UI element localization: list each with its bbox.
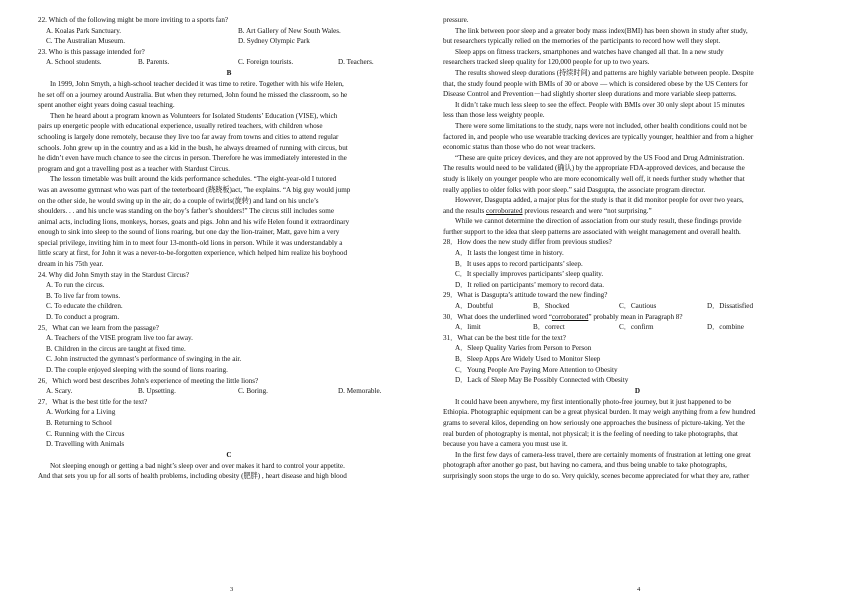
paragraph-line: economic status than those who do not wear trackers.: [443, 143, 596, 152]
option: C. Foreign tourists.: [238, 58, 294, 67]
paragraph-line: However, Dasgupta added, a major plus for the study is that it did monitor people for over two years,: [455, 196, 744, 205]
option: A. Koalas Park Sanctuary.: [46, 26, 122, 35]
paragraph-line: In the first few days of camera-less travel, there are certainly moments of frustration at letting one great: [455, 450, 751, 459]
question-25: 25．What can we learn from the passage?: [38, 323, 159, 332]
option: A. Teachers of the VISE program live too far away.: [46, 334, 193, 343]
option: B. Upsetting.: [138, 387, 176, 396]
option: C. Boring.: [238, 387, 268, 396]
underlined-word: corroborated: [486, 206, 523, 215]
option: D. Travelling with Animals: [46, 440, 125, 449]
text: previous research and were “not surprising.”: [522, 206, 652, 215]
option: B．Shocked: [533, 302, 570, 311]
question-26-options: [38, 386, 420, 397]
question-30-options: [443, 322, 832, 333]
option: B．correct: [533, 323, 565, 332]
option: C．Young People Are Paying More Attention to Obesity: [455, 365, 618, 374]
question-28: 28．How does the new study differ from previous studies?: [443, 238, 612, 247]
question-22-options-row2: [38, 36, 420, 47]
paragraph-line: less than those less weighty people.: [443, 111, 545, 120]
option: B. Parents.: [138, 58, 170, 67]
option: D．It relied on participants’ memory to record data.: [455, 280, 604, 289]
option: A．It lasts the longest time in history.: [455, 249, 564, 258]
paragraph-line: that, the study found people with BMIs of 30 or above — which is considered obese by the US Centers for: [443, 79, 748, 88]
paragraph-line: surprisingly soon stops the urge to do so. Very quickly, scenes become appreciated for what they are, rather: [443, 471, 750, 480]
paragraph-line: “These are quite pricey devices, and they are not approved by the US Food and Drug Administration.: [455, 153, 745, 162]
paragraph-line: program and got a travelling post as a teacher with Stardust Circus.: [38, 164, 230, 173]
question-27: 27．What is the best title for the text?: [38, 397, 148, 406]
option: C. To educate the children.: [46, 302, 123, 311]
option: A. Scary.: [46, 387, 73, 396]
paragraph-line: spent another eight years doing casual teaching.: [38, 101, 175, 110]
underlined-word: corroborated: [551, 312, 589, 321]
paragraph-line: dream in his 75th year.: [38, 260, 104, 269]
question-26: 26．Which word best describes John's experience of meeting the little lions?: [38, 376, 259, 385]
paragraph-line: Ethiopia. Photographic equipment can be a great physical burden. It may weigh anything from a few hundred: [443, 408, 756, 417]
paragraph-line: researchers tracked sleep quality for 120,000 people for up to two years.: [443, 58, 650, 67]
option: A．Doubtful: [455, 302, 494, 311]
question-22-options-row1: [38, 26, 420, 37]
option: C. Running with the Circus: [46, 429, 125, 438]
paragraph-line: It didn’t take much less sleep to see the effect. People with BMIs over 30 only slept about 15 minutes: [455, 100, 745, 109]
paragraph-line: really applies to older folks with poor sleep.” said Dasgupta, the associate program director.: [443, 185, 706, 194]
option: D．combine: [707, 323, 744, 332]
paragraph-line: but researchers typically relied on the memories of the participants to record how well they slept.: [443, 37, 721, 46]
option: A. Working for a Living: [46, 408, 116, 417]
text: and the results: [443, 206, 487, 215]
question-24: 24. Why did John Smyth stay in the Stardust Circus?: [38, 270, 190, 279]
option: A．Sleep Quality Varies from Person to Person: [455, 344, 592, 353]
section-heading-d: D: [634, 386, 641, 395]
paragraph-line: he didn’t even have much chance to see the circus in person. Therefore he was immediately interested in the: [38, 154, 347, 163]
paragraph-line: because you have a camera you must use it.: [443, 440, 568, 449]
paragraph-line: grams to several kilos, depending on how seriously one approaches the business of picture-taking. Yet the: [443, 418, 745, 427]
paragraph-line: he set off on a journey around Australia. But when they returned, John found he missed the classroom, so he: [38, 90, 348, 99]
left-page: [38, 15, 420, 482]
paragraph-line: on the other side, he would swing up in the air, do a couple of twirls(旋转) and land on his uncle’s: [38, 196, 319, 205]
paragraph-line: The results would need to be validated (确认) by the appropriate FDA-approved devices, and because the: [443, 164, 745, 173]
text: ” probably mean in Paragraph 8?: [588, 312, 683, 321]
section-heading-b: B: [226, 68, 232, 77]
paragraph-line: real burden of photography is mental, not physical; it is the feeling of needing to take photographs, that: [443, 429, 738, 438]
page-number: 4: [637, 586, 641, 593]
paragraph-line: The lesson timetable was built around the kids performance schedules. “The eight-year-old I tutored: [50, 175, 337, 184]
paragraph-line: There were some limitations to the study, naps were not included, other health conditions could not be: [455, 121, 747, 130]
paragraph-line: photograph after another go past, but having no camera, and thus being unable to take photographs,: [443, 461, 727, 470]
question-29: 29．What is Dasgupta’s attitude toward the new finding?: [443, 291, 608, 300]
option: A．limit: [455, 323, 481, 332]
paragraph-line: The results showed sleep durations (持续时间) and patterns are highly variable between people. Despite: [455, 68, 754, 77]
option: A. School students.: [46, 58, 102, 67]
paragraph-line: And that sets you up for all sorts of health problems, including obesity (肥胖) , heart disease and high blood: [38, 472, 347, 481]
option: C. John instructed the gymnast’s performance of swinging in the air.: [46, 355, 242, 364]
paragraph-line: In 1999, John Smyth, a high-school teacher decided it was time to retire. Together with his wife Helen,: [50, 79, 344, 88]
option: C．confirm: [619, 323, 654, 332]
paragraph-line: study is likely on younger people who are more economically well off, it needs further study whether that: [443, 174, 745, 183]
paragraph-line: Sleep apps on fitness trackers, smartphones and watches have changed all that. In a new study: [455, 47, 724, 56]
option: A. To run the circus.: [46, 281, 105, 290]
option: B．Sleep Apps Are Widely Used to Monitor Sleep: [455, 355, 601, 363]
section-heading-c: C: [226, 450, 232, 459]
question-23: 23. Who is this passage intended for?: [38, 47, 145, 56]
question-22: 22. Which of the following might be more inviting to a sports fan?: [38, 16, 229, 24]
question-30: [443, 312, 832, 323]
paragraph-line: pressure.: [443, 16, 469, 24]
paragraph-line: The link between poor sleep and a greater body mass index(BMI) has been shown in study after study,: [455, 26, 748, 35]
option: D. The couple enjoyed sleeping with the sound of lions roaring.: [46, 366, 228, 374]
paragraph-line: Disease Control and Prevention－had slightly shorter sleep durations and more variable sleep patterns.: [443, 90, 737, 99]
paragraph-line: It could have been anywhere, my first intentionally photo-free journey, but it just happened to be: [455, 397, 732, 406]
option: B．It uses apps to record participants’ sleep.: [455, 259, 583, 268]
paragraph-line: pairs up energetic people with educational experience, usually retired teachers, with children whose: [38, 122, 323, 131]
paragraph-line: While we cannot determine the direction of association from our study result, these findings provide: [455, 217, 742, 226]
page-number: 3: [230, 586, 234, 593]
paragraph-line: further support to the idea that sleep patterns are associated with weight management and overall health.: [443, 227, 741, 236]
option: B. Children in the circus are taught at fixed time.: [46, 344, 186, 353]
option: D. To conduct a program.: [46, 313, 120, 322]
option: D. Sydney Olympic Park: [238, 37, 310, 46]
option: C．Cautious: [619, 302, 657, 311]
option: B. Art Gallery of New South Wales.: [238, 26, 341, 35]
right-page: [443, 15, 832, 482]
paragraph-line: special privilege, inviting him in to meet four 13-month-old lions in person. While it was understandably a: [38, 238, 343, 247]
paragraph-line: animal acts, including lions, monkeys, horses, goats and pigs. John and his wife Helen found it extraordinary: [38, 217, 350, 226]
option: D. Teachers.: [338, 58, 374, 67]
option: B. Returning to School: [46, 418, 112, 427]
question-23-options: [38, 57, 420, 68]
paragraph-line: schooling is largely done remotely, because they live too far away from towns and cities to attend regular: [38, 132, 339, 141]
paragraph-line: enough to sink into sleep to the sound of lions roaring, but one day the lion-trainer, Matt, gave him a very: [38, 228, 340, 237]
paragraph-line: schools. John grew up in the country and as a kid in the bush, he always dreamed of running with circus, but: [38, 143, 348, 152]
paragraph-line: Then he heard about a program known as Volunteers for Isolated Students’ Education (VISE), which: [50, 111, 338, 120]
question-29-options: [443, 301, 832, 312]
paragraph-line: shoulders. . . and his uncle was standing on the boy’s father’s shoulders!” The circus still includes some: [38, 207, 335, 216]
option: C. The Australian Museum.: [46, 37, 126, 46]
question-31: 31．What can be the best title for the text?: [443, 333, 566, 342]
paragraph-line: was an awesome gymnast who was part of the teeterboard (跷跷板)act, ”he explains. “A big guy would jump: [38, 185, 351, 194]
paragraph-line-with-underline: [443, 206, 832, 217]
option: C．It specially improves participants’ sleep quality.: [455, 270, 604, 279]
option: D．Dissatisfied: [707, 302, 754, 311]
paragraph-line: little scary at first, for John it was a never-to-be-forgotten experience, which helped him realize his boyhood: [38, 249, 348, 258]
paragraph-line: Not sleeping enough or getting a bad night’s sleep over and over makes it hard to control your appetite.: [50, 461, 345, 470]
text: 30．What does the underlined word “: [443, 312, 552, 321]
paragraph-line: factored in, and people who use wearable tracking devices are typically younger, healthier and from a higher: [443, 132, 754, 141]
option: B. To live far from towns.: [46, 291, 121, 300]
option: D. Memorable.: [338, 387, 382, 396]
option: D．Lack of Sleep May Be Possibly Connected with Obesity: [455, 376, 629, 385]
